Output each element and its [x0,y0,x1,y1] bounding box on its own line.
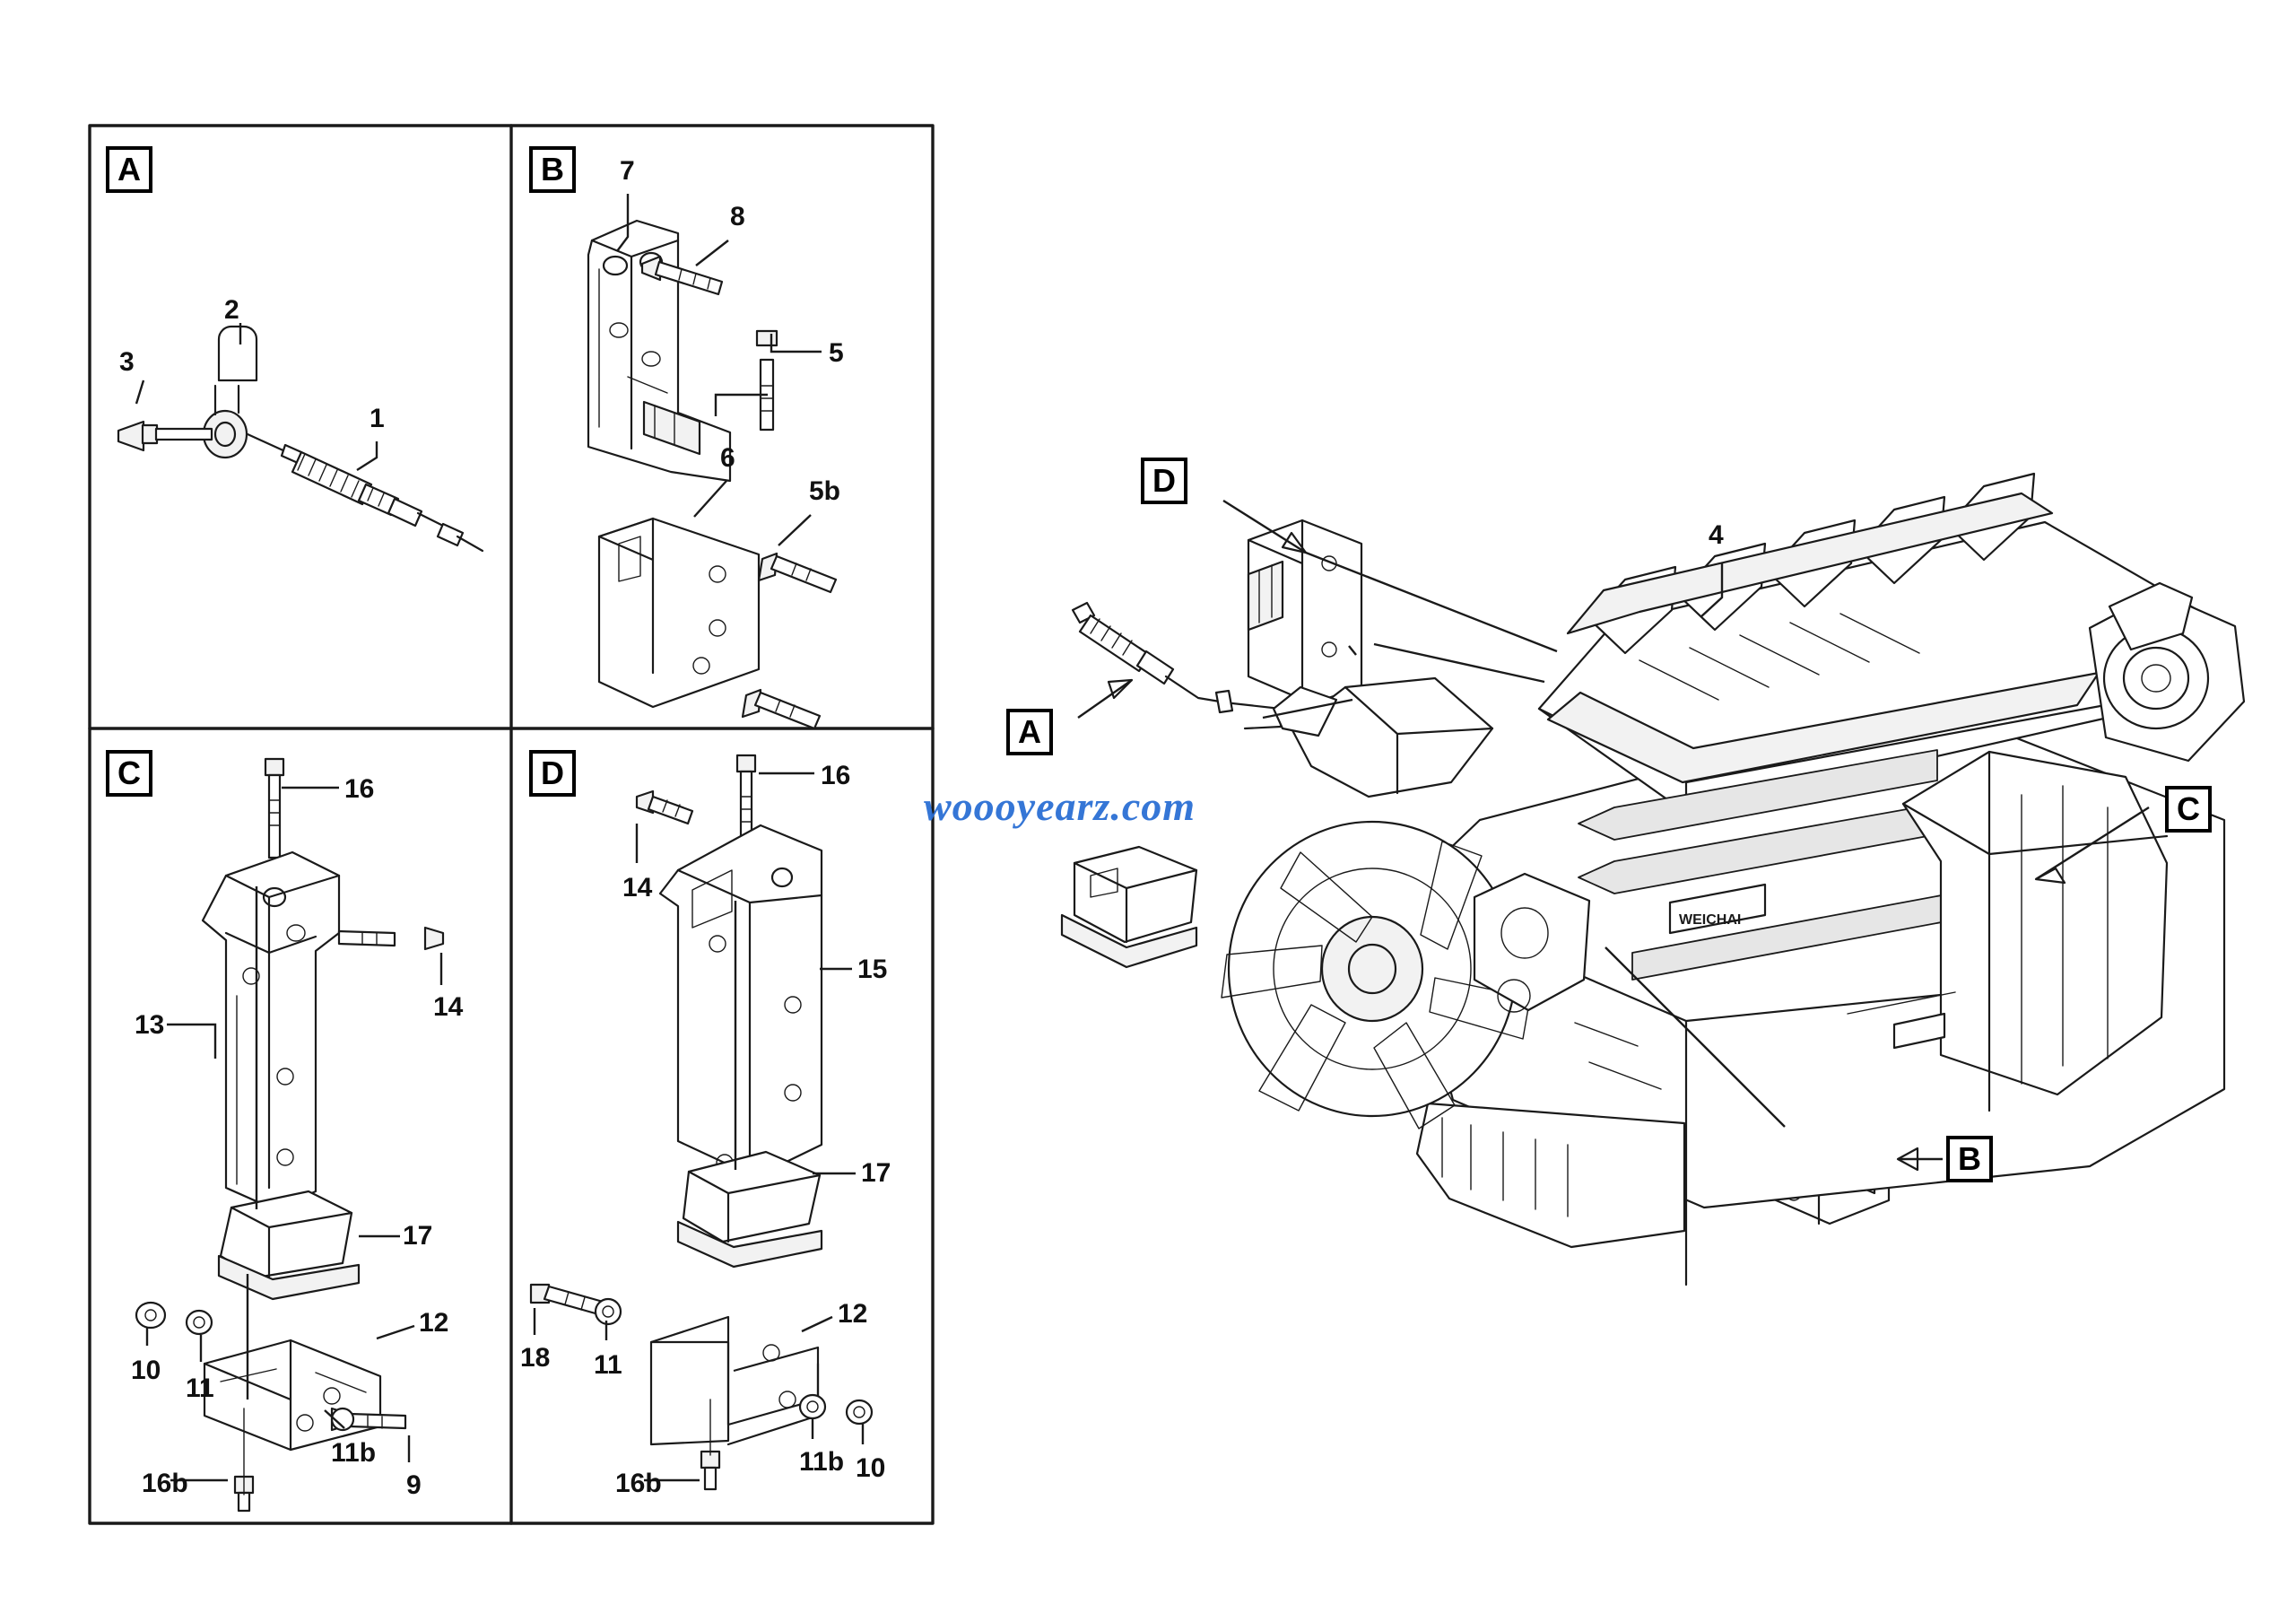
panel-letter-d [529,750,576,797]
callout-7: 7 [620,156,635,186]
main-engine-view [1062,474,2244,1285]
callout-11-d-2: 11b [799,1447,845,1477]
panel-b-bolt-5c [743,690,820,728]
panel-b-bolt-5a [757,331,777,430]
callout-13: 13 [135,1010,165,1040]
reference-badge-b [1946,1136,1993,1182]
reference-badge-a [1006,709,1053,755]
reference-badge-c-text: C [2177,790,2200,827]
callout-12-d: 12 [838,1299,868,1329]
callout-11-c: 11 [186,1373,214,1403]
callout-4: 4 [1709,520,1724,550]
engine-body [1222,474,2244,1285]
panel-c-artwork [136,759,443,1511]
main-front-mount [1062,847,1196,967]
callout-10-d: 10 [856,1453,886,1483]
callout-16-c-top: 16 [344,774,375,804]
callout-9: 9 [406,1470,422,1500]
panel-letter-d-text: D [541,754,564,791]
reference-badge-d-text: D [1152,462,1176,499]
main-bracket-d [1248,520,1361,705]
callout-6: 6 [720,443,735,473]
panel-frame-group [90,126,933,1523]
panel-a-pin [118,422,212,450]
callout-11-d: 11 [594,1350,622,1380]
callout-16-c-bottom: 16b [142,1469,188,1498]
panel-c-bolt-14 [339,928,443,949]
svg-text:WEICHAI: WEICHAI [1679,912,1742,928]
callout-12-c: 12 [419,1308,449,1338]
panel-a-spring [292,452,371,504]
reference-badge-a-text: A [1018,713,1041,750]
callout-17-c: 17 [403,1221,433,1251]
panel-d-bolt-14 [637,791,692,824]
watermark: woooyearz.com [924,783,1196,829]
callout-11-c-2: 11b [331,1438,377,1468]
callout-17-d: 17 [861,1158,891,1188]
panel-d-bolt-16-bottom [701,1452,719,1489]
panel-letter-b-text: B [541,151,564,187]
callout-15: 15 [857,955,888,984]
panel-b-bolt-5b [759,554,836,592]
panel-d-artwork [531,755,872,1489]
callout-5-upper: 5 [829,338,844,368]
reference-badge-c [2165,786,2212,833]
callout-18: 18 [520,1343,551,1373]
callout-16-d-bottom: 16b [615,1469,662,1498]
callout-14-c: 14 [433,992,464,1022]
panel-letter-c-text: C [117,754,141,791]
reference-badge-b-text: B [1958,1140,1981,1177]
panel-letter-a-text: A [117,151,141,187]
panel-letter-b [529,146,576,193]
callout-5-lower: 5b [809,476,841,506]
callout-8: 8 [730,202,745,231]
callout-14-d: 14 [622,873,653,903]
callout-3: 3 [119,347,135,377]
panel-letter-a [106,146,152,193]
panel-a-artwork [118,327,483,551]
callout-1: 1 [370,404,385,433]
panel-c-bolt-16-top [265,759,283,858]
callout-10-c: 10 [131,1356,161,1385]
reference-badge-d [1141,458,1187,504]
callout-16-d-top: 16 [821,761,851,790]
callout-2: 2 [224,295,239,325]
panel-b-artwork [588,221,836,728]
panel-letter-c [106,750,152,797]
